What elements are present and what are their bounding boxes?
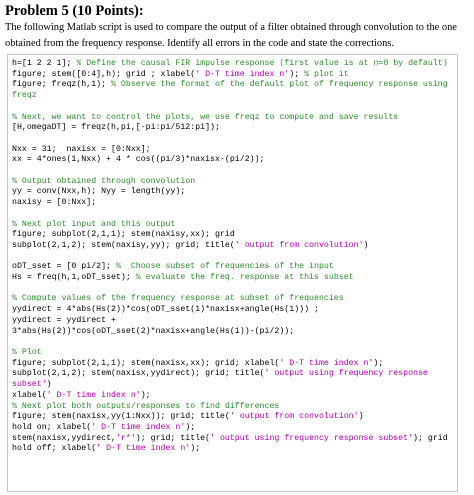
code-line <box>12 177 451 188</box>
code-line <box>12 80 451 101</box>
blank-code-line <box>12 209 451 220</box>
code-comment: % Choose subset of frequencies of the input <box>115 262 334 272</box>
code-text: xx = 4*ones(1,Nxx) + 4 * cos((pi/3)*naxisx-(pi/2)); <box>12 155 265 165</box>
code-comment: % Next plot both outputs/responses to find differences <box>12 401 280 411</box>
blank-code-line <box>12 252 451 263</box>
code-string: ' output from convolution' <box>229 412 359 422</box>
code-text: oDT_sset = [0 pi/2]; <box>12 262 116 272</box>
code-text: figure; stem([0:4],h); grid ; xlabel( <box>12 69 196 79</box>
code-text: hold off; xlabel( <box>12 444 97 454</box>
code-line <box>12 262 451 273</box>
code-line <box>12 359 451 370</box>
code-line <box>12 273 451 284</box>
code-line <box>12 70 451 81</box>
code-line <box>12 348 451 359</box>
code-text: ); grid; title( <box>135 433 211 443</box>
blank-code-line <box>12 166 451 177</box>
code-text: ); <box>185 422 196 432</box>
code-text: figure; stem(naxisx,yy(1:Nxx)); grid; title( <box>12 412 230 422</box>
code-text: [H,omegaDT] = freqz(h,pi,[-pi:pi/512:pi]); <box>12 123 220 133</box>
code-line <box>12 434 451 445</box>
code-comment: % Observe the format of the default plot of frequency response using freqz <box>12 80 453 101</box>
code-text: ); <box>190 444 201 454</box>
code-line <box>12 444 451 455</box>
code-listing <box>12 59 451 455</box>
code-string: ' D-T time index n' <box>96 444 191 454</box>
code-line <box>12 123 451 134</box>
code-text: 3*abs(Hs(2))*cos(oDT_sset(2)*naxisx+angle(Hs(1))-(pi/2)); <box>12 326 295 336</box>
code-comment: % Define the causal FIR impulse response (first value is at n=0 by default) <box>76 59 448 68</box>
code-line <box>12 187 451 198</box>
code-text: ); <box>140 390 151 400</box>
code-comment: % Next, we want to control the plots, we use freqz to compute and save results <box>12 112 399 122</box>
code-string: ' D-T time index n' <box>91 422 186 432</box>
code-comment: % Compute values of the frequency response at subset of frequencies <box>12 294 344 304</box>
problem-description: The following Matlab script is used to compare the output of a filter obtained through convolution to the one obtained from the frequency response. Identify all errors in the code and state the corrections. <box>5 22 457 49</box>
code-string: ' D-T time index n' <box>46 390 141 400</box>
code-text: subplot(2,1,2); stem(naxisy,yy); grid; title( <box>12 240 235 250</box>
code-comment: % Next plot input and this output <box>12 219 176 229</box>
code-line <box>12 305 451 316</box>
code-string: ' output using frequency response subset' <box>210 433 414 443</box>
code-text: figure; subplot(2,1,1); stem(naxisy,xx); grid <box>12 230 235 240</box>
code-line <box>12 316 451 327</box>
blank-code-line <box>12 284 451 295</box>
code-text: stem(naxisx,yydirect, <box>12 433 116 443</box>
code-comment: % Plot <box>12 347 42 357</box>
code-line <box>12 294 451 305</box>
code-string: ' output using frequency response subset' <box>12 369 433 390</box>
code-line <box>12 402 451 413</box>
code-string: 'r*' <box>115 433 136 443</box>
code-line <box>12 327 451 338</box>
code-string: ' D-T time index n' <box>279 358 374 368</box>
code-line <box>12 145 451 156</box>
code-text: ) <box>363 240 369 250</box>
code-line <box>12 369 451 390</box>
code-comment: % evaluate the freq. response at this subset <box>135 273 354 283</box>
code-text: yydirect = 4*abs(Hs(2))*cos(oDT_sset(1)*naxisx+angle(Hs(1))) ; <box>12 305 319 315</box>
code-text: ); <box>289 69 305 79</box>
code-line <box>12 423 451 434</box>
blank-code-line <box>12 134 451 145</box>
code-line <box>12 59 451 70</box>
code-line <box>12 391 451 402</box>
code-line <box>12 241 451 252</box>
problem-title: Problem 5 (10 Points): <box>5 3 144 19</box>
code-text: ) <box>46 380 52 390</box>
blank-code-line <box>12 337 451 348</box>
code-line <box>12 412 451 423</box>
code-text: yy = conv(Nxx,h); Nyy = length(yy); <box>12 187 186 197</box>
matlab-code-box <box>7 54 458 492</box>
code-text: ); grid <box>413 433 448 443</box>
code-text: xlabel( <box>12 390 47 400</box>
code-text: figure; subplot(2,1,1); stem(naxisx,xx); grid; xlabel( <box>12 358 280 368</box>
code-line <box>12 198 451 209</box>
code-text: ); <box>373 358 384 368</box>
code-text: Nxx = 31; naxisx = [0:Nxx]; <box>12 144 151 154</box>
blank-code-line <box>12 102 451 113</box>
code-comment: % plot it <box>304 69 349 79</box>
code-line <box>12 113 451 124</box>
code-string: ' output from convolution' <box>234 240 364 250</box>
code-text: h=[1 2 2 1]; <box>12 59 77 68</box>
code-text: yydirect = yydirect + <box>12 315 116 325</box>
code-string: ' D-T time index n' <box>195 69 290 79</box>
code-text: Hs = freq(h,1,oDT_sset); <box>12 273 136 283</box>
code-text: figure; freqz(h,1); <box>12 80 112 90</box>
code-line <box>12 230 451 241</box>
code-text: naxisy = [0:Nxx]; <box>12 198 97 208</box>
code-line <box>12 220 451 231</box>
code-comment: % Output obtained through convolution <box>12 176 196 186</box>
code-text: hold on; xlabel( <box>12 422 92 432</box>
code-text: ) <box>358 412 364 422</box>
code-line <box>12 155 451 166</box>
code-text: subplot(2,1,2); stem(naxisx,yydirect); grid; title( <box>12 369 265 379</box>
